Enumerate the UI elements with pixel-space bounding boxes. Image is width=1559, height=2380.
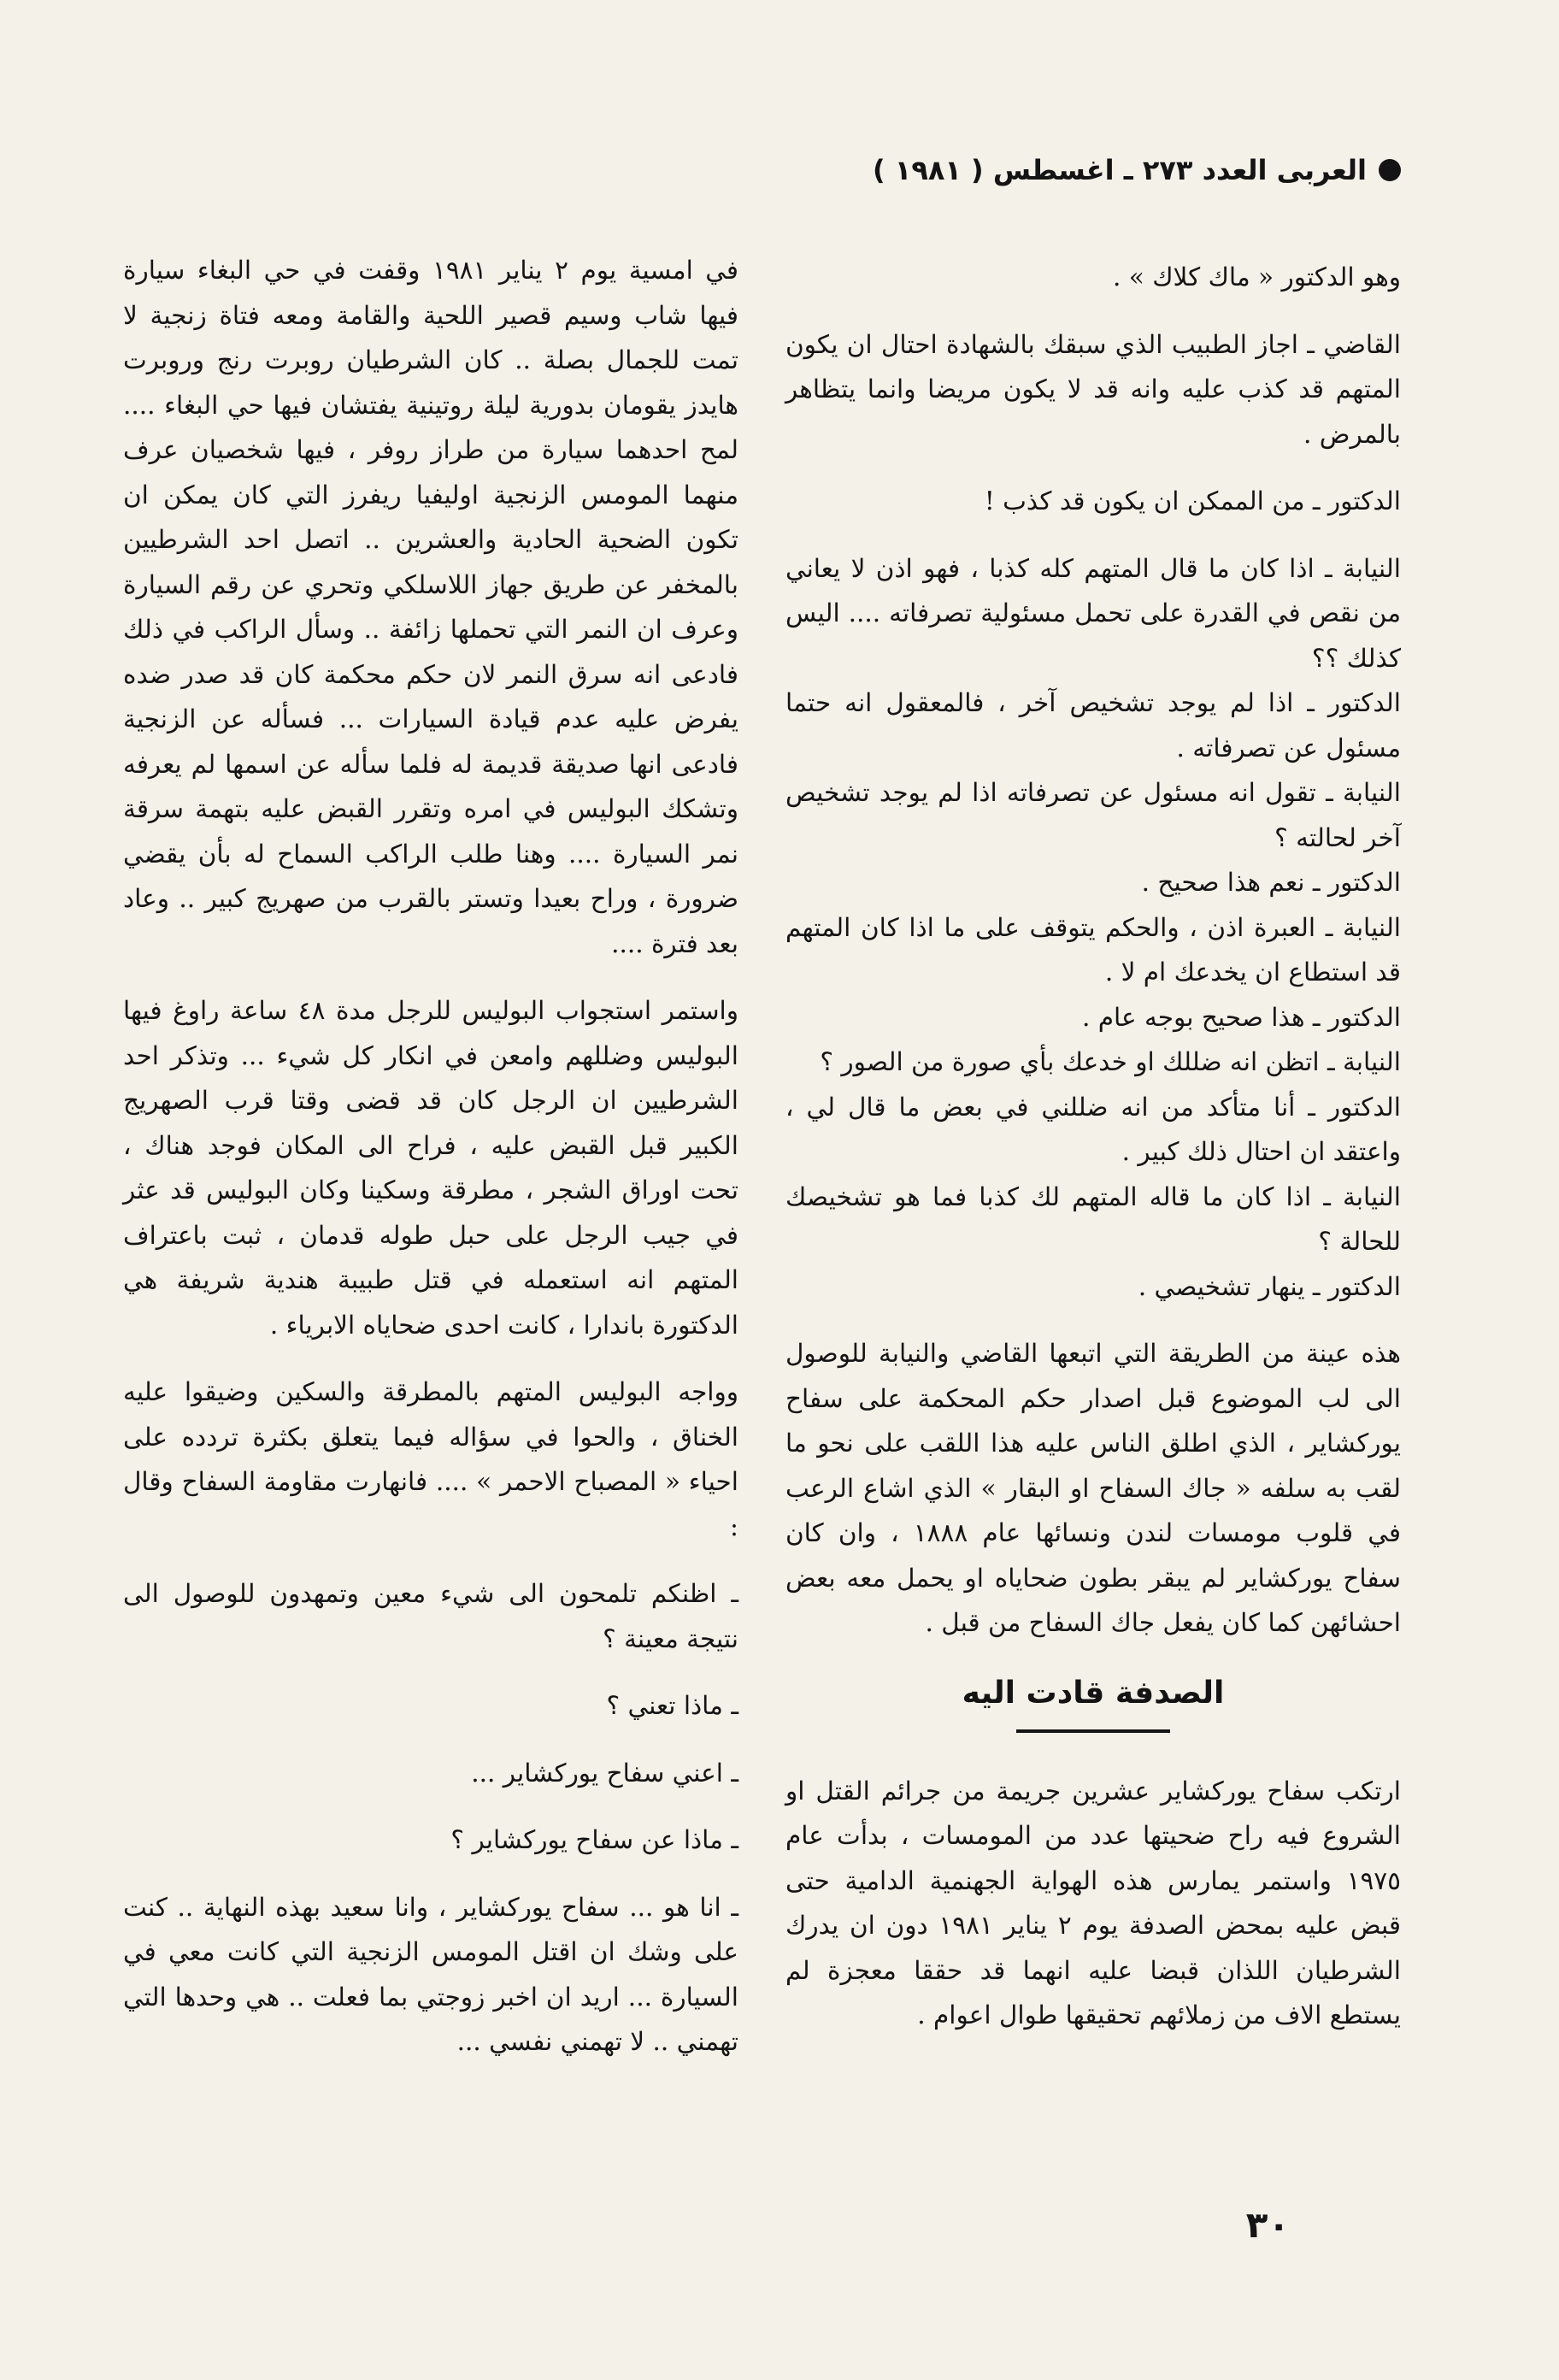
page-header (873, 154, 1401, 186)
quote-line: ـ انا هو ... سفاح يوركشاير ، وانا سعيد بهذه النهاية .. كنت على وشك ان اقتل المومس الزنجية التي كانت معي في السيارة ... اريد ان اخبر زوجتي بما فعلت .. هي وحدها التي تهمني .. لا تهمني نفسي ... (123, 1892, 738, 2056)
dialogue-line: الدكتور ـ هذا صحيح بوجه عام . (1081, 1002, 1401, 1032)
quote-line: ـ اظنكم تلمحون الى شيء معين وتمهدون للوصول الى نتيجة معينة ؟ (123, 1579, 738, 1653)
paragraph: ارتكب سفاح يوركشاير عشرين جريمة من جرائم القتل او الشروع فيه راح ضحيتها عدد من المومسات ، بدأت عام ١٩٧٥ واستمر يمارس هذه الهواية الجهنمية الدامية حتى قبض عليه بمحض الصدفة يوم ٢ يناير ١٩٨١ دون ان يدرك الشرطيان اللذان قبضا عليه انهما قد حققا معجزة لم يستطع الاف من زملائهم تحقيقها طوال اعوام . (785, 1776, 1402, 2029)
quote-line: ـ ماذا تعني ؟ (606, 1691, 738, 1720)
dialogue-line: النيابة ـ اذا كان ما قاله المتهم لك كذبا فما هو تشخيصك للحالة ؟ (785, 1181, 1401, 1256)
header-title: العربى العدد ٢٧٣ ـ اغسطس ( ١٩٨١ ) (873, 154, 1367, 186)
paragraph: واستمر استجواب البوليس للرجل مدة ٤٨ ساعة راوغ فيها البوليس وضللهم وامعن في انكار كل شيء ... وتذكر احد الشرطيين ان الرجل كان قد قضى وقتا قرب الصهريج الكبير قبل القبض عليه ، فراح الى المكان فوجد هناك ، تحت اوراق الشجر ، مطرقة وسكينا وكان البوليس قد عثر في جيب الرجل على حبل طوله قدمان ، ثبت باعتراف المتهم انه استعمله في قتل طبيبة هندية شريفة هي الدكتورة باندارا ، كانت احدى ضحاياه الابرياء . (123, 996, 738, 1340)
paragraph: وواجه البوليس المتهم بالمطرقة والسكين وضيقوا عليه الخناق ، والحوا في سؤاله فيما يتعلق بكثرة تردده على احياء « المصباح الاحمر » .... فانهارت مقاومة السفاح وقال : (123, 1377, 738, 1541)
dialogue-line: الدكتور ـ نعم هذا صحيح . (1141, 868, 1401, 897)
paragraph: الدكتور ـ من الممكن ان يكون قد كذب ! (984, 486, 1401, 515)
dialogue-line: الدكتور ـ ينهار تشخيصي . (1138, 1271, 1401, 1301)
page-number: ٣٠ (1245, 2204, 1290, 2246)
paragraph: هذه عينة من الطريقة التي اتبعها القاضي والنيابة للوصول الى لب الموضوع قبل اصدار حكم المحكمة على سفاح يوركشاير ، الذي اطلق الناس عليه هذا اللقب على نحو ما لقب به سلفه « جاك السفاح او البقار » الذي اشاع الرعب في قلوب مومسات لندن ونسائها عام ١٨٨٨ ، وان كان سفاح يوركشاير لم يبقر بطون ضحاياه او يحمل معه بعض احشائهن كما كان يفعل جاك السفاح من قبل . (785, 1339, 1401, 1637)
right-column (785, 255, 1401, 2060)
bullet-icon (1379, 159, 1401, 181)
dialogue-line: النيابة ـ اتظن انه ضللك او خدعك بأي صورة من الصور ؟ (820, 1047, 1401, 1076)
heading-underline (1016, 1729, 1170, 1733)
dialogue-line: الدكتور ـ اذا لم يوجد تشخيص آخر ، فالمعقول انه حتما مسئول عن تصرفاته . (785, 688, 1401, 763)
section-heading: الصدفة قادت اليه (962, 1675, 1225, 1711)
quote-line: ـ ماذا عن سفاح يوركشاير ؟ (450, 1825, 738, 1854)
paragraph: وهو الدكتور « ماك كلاك » . (1113, 262, 1401, 292)
left-column (123, 248, 738, 2087)
dialogue-line: الدكتور ـ أنا متأكد من انه ضللني في بعض ما قال لي ، واعتقد ان احتال ذلك كبير . (785, 1092, 1401, 1166)
dialogue-line: النيابة ـ تقول انه مسئول عن تصرفاته اذا لم يوجد تشخيص آخر لحالته ؟ (785, 778, 1401, 852)
paragraph: في امسية يوم ٢ يناير ١٩٨١ وقفت في حي البغاء سيارة فيها شاب وسيم قصير اللحية والقامة ومعه فتاة زنجية لا تمت للجمال بصلة .. كان الشرطيان روبرت رنج وروبرت هايدز يقومان بدورية ليلة روتينية يفتشان فيها حي البغاء .... لمح احدهما سيارة من طراز روفر ، فيها شخصيان عرف منهما المومس الزنجية اوليفيا ريفرز التي كان يمكن ان تكون الضحية الحادية والعشرين .. اتصل احد الشرطيين بالمخفر عن طريق جهاز اللاسلكي وتحري عن رقم السيارة وعرف ان النمر التي تحملها زائفة .. وسأل الراكب في ذلك فادعى انه سرق النمر لان حكم محكمة كان قد صدر ضده يفرض عليه عدم قيادة السيارات ... فسأله عن الزنجية فادعى انها صديقة قديمة له فلما سأله عن اسمها لم يعرفه وتشكك البوليس في امره وتقرر القبض عليه بتهمة سرقة نمر السيارة .... وهنا طلب الراكب السماح له بأن يقضي ضرورة ، وراح بعيدا وتستر بالقرب من صهريج كبير .. وعاد بعد فترة .... (123, 256, 739, 958)
dialogue-line: النيابة ـ اذا كان ما قال المتهم كله كذبا ، فهو اذن لا يعاني من نقص في القدرة على تحمل مسئولية تصرفاته .... اليس كذلك ؟؟ (785, 553, 1401, 673)
paragraph: القاضي ـ اجاز الطبيب الذي سبقك بالشهادة احتال ان يكون المتهم قد كذب عليه وانه قد لا يكون مريضا وانما يتظاهر بالمرض . (785, 329, 1401, 449)
quote-line: ـ اعني سفاح يوركشاير ... (471, 1758, 738, 1788)
dialogue-line: النيابة ـ العبرة اذن ، والحكم يتوقف على ما اذا كان المتهم قد استطاع ان يخدعك ام لا . (785, 912, 1401, 987)
